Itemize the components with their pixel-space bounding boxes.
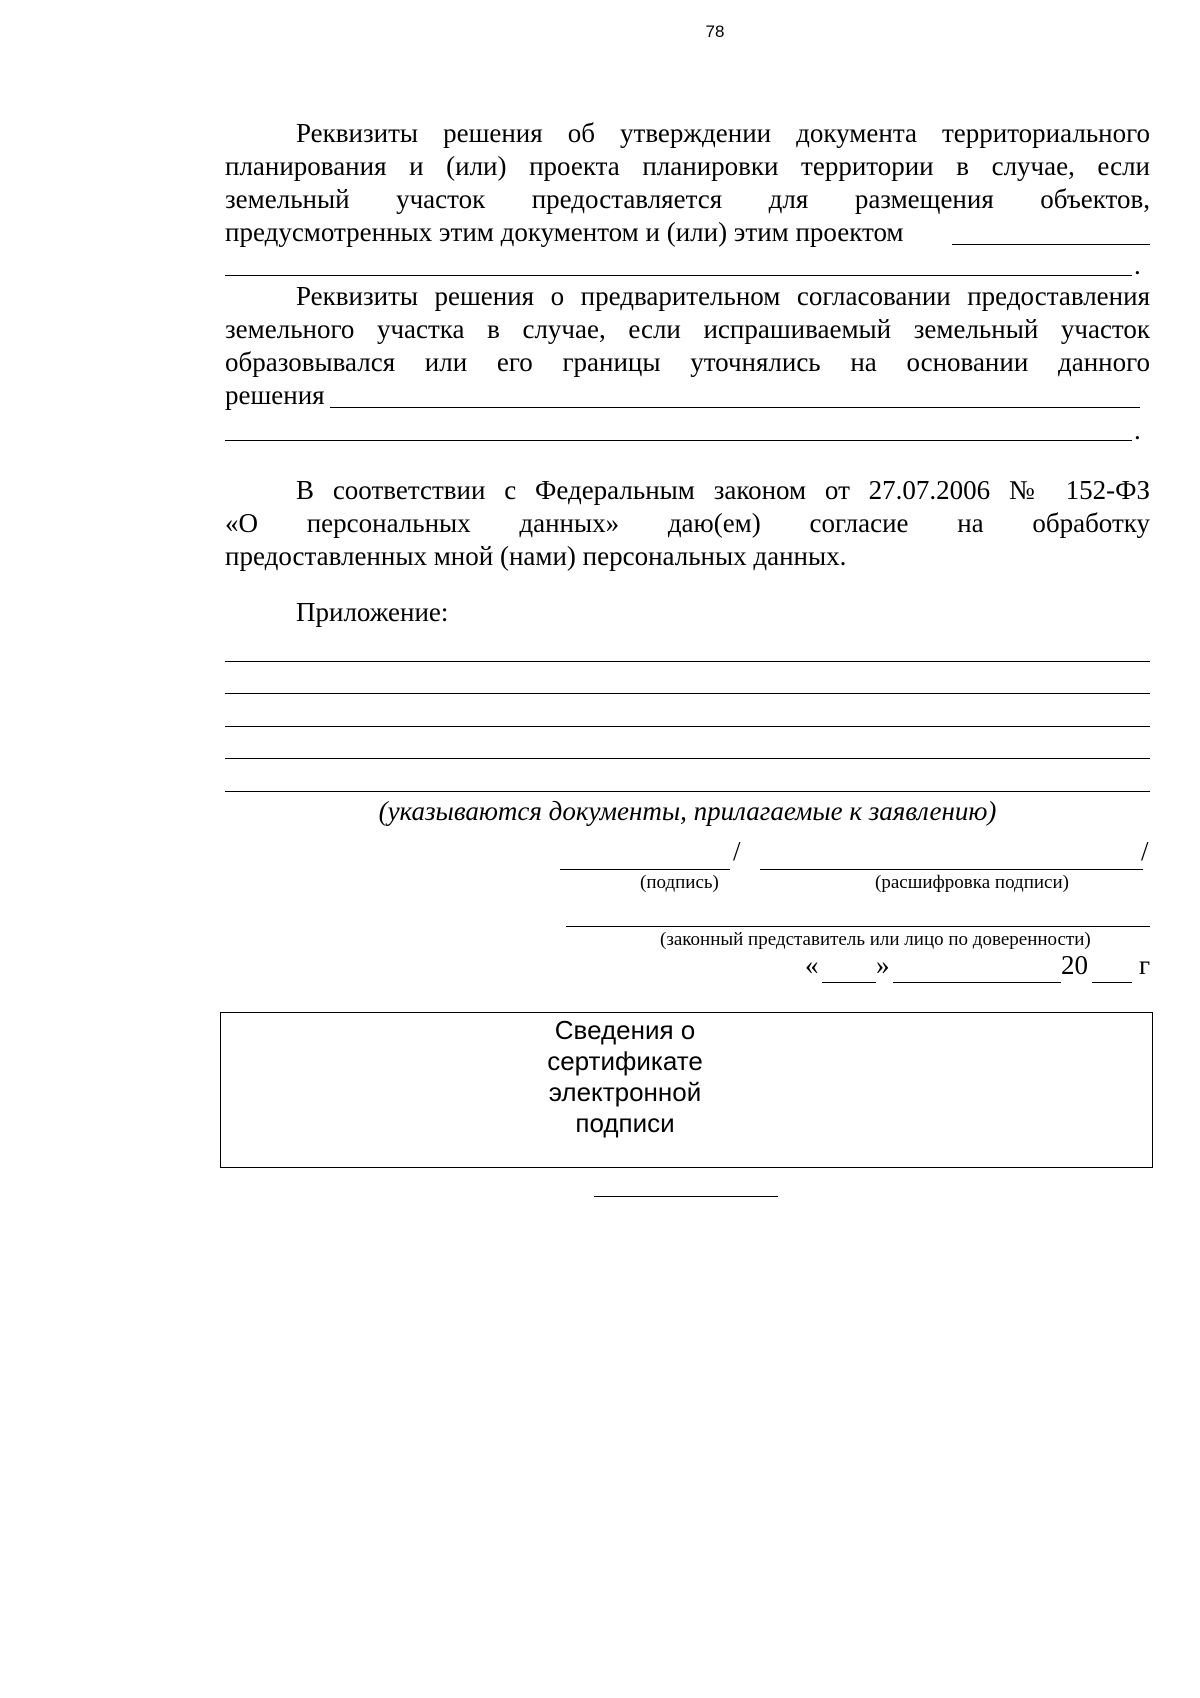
end-separator bbox=[594, 1196, 778, 1197]
certificate-line-1: Сведения о bbox=[554, 1015, 696, 1045]
slash-1: / bbox=[733, 836, 741, 866]
signature-line[interactable] bbox=[560, 869, 730, 870]
representative-line[interactable] bbox=[566, 926, 1150, 927]
para3-line3: предоставленных мной (нами) персональных данных. bbox=[225, 541, 847, 571]
page-number: 78 bbox=[705, 22, 725, 41]
date-close-quote: » bbox=[876, 950, 890, 980]
certificate-box-text bbox=[221, 1015, 1154, 1139]
date-year-suffix: г bbox=[1139, 950, 1151, 980]
para1-line1: Реквизиты решения об утверждении документа территориального bbox=[296, 118, 1150, 148]
date-day-line[interactable] bbox=[822, 982, 876, 983]
certificate-line-4: подписи bbox=[575, 1108, 675, 1138]
para3-line1: В соответствии с Федеральным законом от 27.07.2006 № 152-ФЗ bbox=[296, 475, 1150, 505]
signature-label: (подпись) bbox=[640, 872, 719, 893]
signature-decode-line[interactable] bbox=[760, 869, 1143, 870]
paragraph-personal-data-consent bbox=[225, 474, 1150, 573]
para3-line2: «О персональных данных» даю(ем) согласие на обработку bbox=[225, 508, 1150, 538]
paragraph-territorial-planning bbox=[225, 117, 1150, 249]
certificate-line-3: электронной bbox=[548, 1077, 702, 1107]
representative-label: (законный представитель или лицо по доверенности) bbox=[660, 929, 1091, 950]
slash-2: / bbox=[1141, 836, 1149, 866]
attachment-line-2[interactable] bbox=[225, 693, 1150, 694]
date-year-prefix: 20 bbox=[1061, 950, 1088, 980]
signature-decode-label: (расшифровка подписи) bbox=[875, 872, 1069, 893]
electronic-signature-certificate-box bbox=[220, 1012, 1153, 1168]
fill-line-decision-2[interactable] bbox=[225, 440, 1132, 441]
para2-line1: Реквизиты решения о предварительном согласовании предоставления bbox=[296, 281, 1150, 311]
date-year-line[interactable] bbox=[1092, 982, 1132, 983]
para1-line2: планирования и (или) проекта планировки территории в случае, если bbox=[225, 151, 1150, 181]
attachment-line-3[interactable] bbox=[225, 726, 1150, 727]
attachment-heading bbox=[225, 596, 1150, 629]
para2-line4: решения bbox=[225, 380, 325, 410]
para2-line2: земельного участка в случае, если испрашиваемый земельный участок bbox=[225, 314, 1150, 344]
para2-line3: образовывался или его границы уточнялись на основании данного bbox=[225, 347, 1150, 377]
paragraph-preliminary-approval bbox=[225, 280, 1150, 412]
attachment-line-4[interactable] bbox=[225, 758, 1150, 759]
attachment-label: Приложение: bbox=[296, 597, 449, 627]
attachment-line-5[interactable] bbox=[225, 791, 1150, 792]
fill-line-project-2[interactable] bbox=[225, 275, 1132, 276]
date-open-quote: « bbox=[805, 950, 819, 980]
date-month-line[interactable] bbox=[893, 982, 1061, 983]
fill-line-project[interactable] bbox=[952, 244, 1150, 245]
para1-line4: предусмотренных этим документом и (или) этим проектом bbox=[225, 217, 904, 247]
fill-line-decision[interactable] bbox=[330, 407, 1140, 408]
certificate-line-2: сертификате bbox=[547, 1046, 703, 1076]
period-mark: . bbox=[1134, 250, 1141, 280]
attachment-caption: (указываются документы, прилагаемые к заявлению) bbox=[378, 796, 997, 826]
period-mark-2: . bbox=[1134, 415, 1141, 445]
attachment-line-1[interactable] bbox=[225, 661, 1150, 662]
para1-line3: земельный участок предоставляется для размещения объектов, bbox=[225, 184, 1150, 214]
